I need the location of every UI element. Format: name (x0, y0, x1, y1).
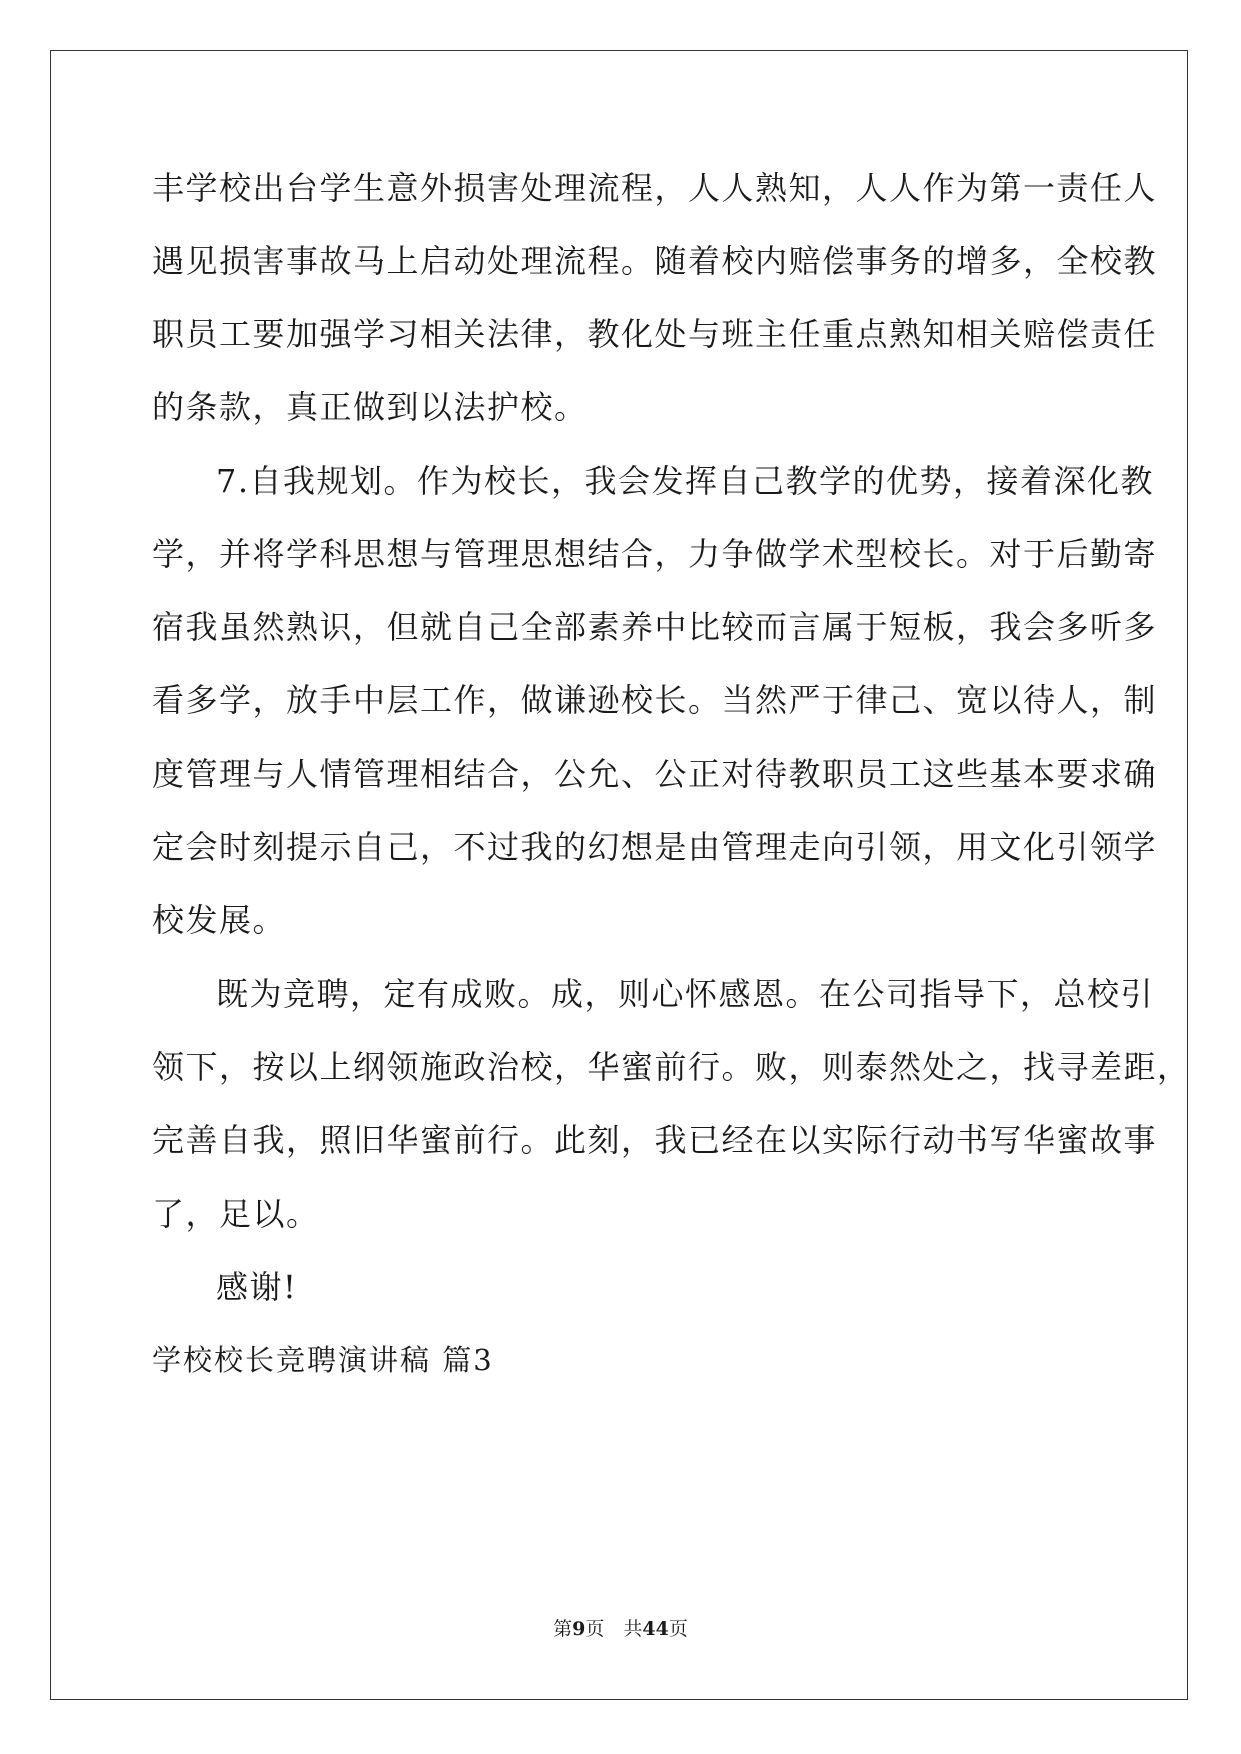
body-line-16: 感谢! (216, 1268, 298, 1306)
body-line-4: 的条款，真正做到以法护校。 (152, 388, 588, 426)
body-line-15: 了，足以。 (152, 1195, 320, 1233)
body-line-14: 完善自我，照旧华蜜前行。此刻，我已经在以实际行动书写华蜜故事 (152, 1121, 1158, 1159)
body-line-6: 学，并将学科思想与管理思想结合，力争做学术型校长。对于后勤寄 (152, 535, 1158, 573)
body-line-1: 丰学校出台学生意外损害处理流程，人人熟知，人人作为第一责任人 (152, 169, 1158, 207)
body-line-10: 定会时刻提示自己，不过我的幻想是由管理走向引领，用文化引领学 (152, 828, 1158, 866)
page-footer (0, 1617, 1241, 1641)
body-line-8: 看多学，放手中层工作，做谦逊校长。当然严于律己、宽以待人，制 (152, 681, 1158, 719)
section-heading: 学校校长竞聘演讲稿 篇3 (152, 1343, 494, 1377)
body-line-12: 既为竞聘，定有成败。成，则心怀感恩。在公司指导下，总校引 (216, 975, 1155, 1013)
footer-suffix: 页 (668, 1618, 688, 1640)
body-line-13: 领下，按以上纲领施政治校，华蜜前行。败，则泰然处之，找寻差距， (152, 1048, 1191, 1086)
body-line-9: 度管理与人情管理相结合，公允、公正对待教职员工这些基本要求确 (152, 755, 1158, 793)
footer-page-number: 9 (572, 1618, 586, 1640)
footer-total-pages: 44 (642, 1618, 669, 1640)
footer-prefix: 第 (553, 1618, 573, 1640)
body-line-11: 校发展。 (152, 901, 287, 939)
body-line-7: 宿我虽然熟识，但就自己全部素养中比较而言属于短板，我会多听多 (152, 608, 1158, 646)
body-line-3: 职员工要加强学习相关法律，教化处与班主任重点熟知相关赔偿责任 (152, 315, 1158, 353)
body-line-2: 遇见损害事故马上启动处理流程。随着校内赔偿事务的增多，全校教 (152, 242, 1158, 280)
page-border (50, 50, 1188, 1700)
body-line-5: 7.自我规划。作为校长，我会发挥自己教学的优势，接着深化教 (216, 462, 1155, 500)
footer-middle: 页 共 (585, 1618, 643, 1640)
